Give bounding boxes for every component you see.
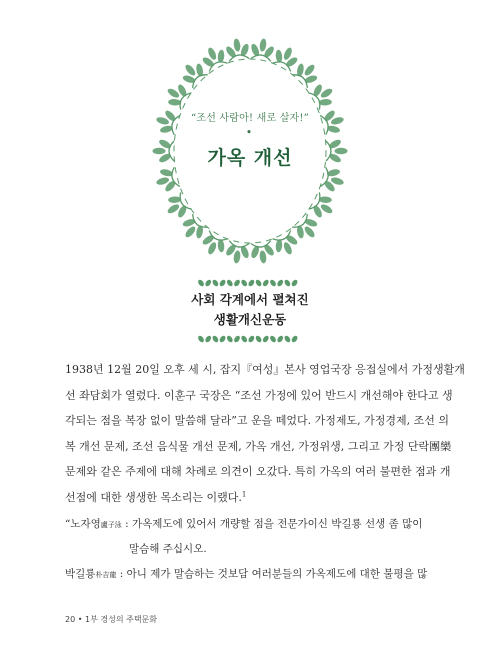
dialogue-row (65, 566, 440, 581)
section-ornament-top (197, 278, 303, 288)
speaker-hanja: 盧子泳 (100, 521, 122, 529)
body-line: 문제와 같은 주제에 대해 차례로 의견이 오갔다. 특히 가옥의 여러 불편한 점과 개 (65, 465, 451, 479)
divider-leaf (247, 335, 255, 344)
part-title: 1부 경성의 주택문화 (85, 615, 157, 624)
divider-leaf (255, 279, 263, 288)
section-title-line2: 생활개신운동 (213, 312, 287, 327)
chapter-kicker: “조선 사람아! 새로 살자!” (191, 113, 309, 124)
wreath-leaf (233, 38, 241, 52)
wreath-leaf (275, 49, 283, 63)
divider-leaf (291, 335, 299, 344)
wreath-leaf-cluster (161, 190, 193, 224)
divider-leaf (240, 279, 248, 288)
page-footer (65, 614, 157, 625)
divider-leaf (211, 279, 219, 288)
divider-leaf (269, 335, 277, 344)
divider-leaf (226, 335, 234, 344)
wreath-leaf (319, 99, 332, 106)
divider-leaf (219, 335, 227, 344)
divider-leaf (204, 335, 212, 344)
wreath-leaf (303, 225, 316, 239)
wreath-leaf (217, 239, 225, 253)
section-title-line1: 사회 각계에서 펼쳐진 (191, 292, 309, 307)
divider-leaf (283, 279, 291, 288)
divider-leaf (226, 279, 234, 288)
wreath-leaf (184, 225, 197, 239)
wreath-leaf-cluster (270, 42, 303, 72)
body-line: 각되는 점을 복장 없이 말씀해 달라”고 운을 떼었다. 가정제도, 가정경제, 조선 의 (65, 414, 449, 428)
wreath-leaf-cluster (307, 79, 339, 113)
page-number: 20 (65, 615, 76, 624)
divider-leaf (276, 335, 284, 344)
divider-leaf (197, 279, 205, 288)
divider-leaf (269, 279, 277, 288)
wreath-leaf-cluster (248, 240, 277, 265)
wreath-leaf (233, 250, 241, 264)
divider-leaf (211, 335, 219, 344)
wreath-leaf-cluster (270, 229, 303, 259)
wreath-leaf (217, 49, 225, 63)
speaker-name: “노자영 (65, 518, 101, 530)
wreath-leaf (259, 38, 267, 52)
body-line: 선점에 대한 생생한 목소리는 이랬다. (65, 490, 242, 504)
divider-leaf (291, 279, 299, 288)
divider-leaf (247, 279, 255, 288)
dialogue-continuation: 말슴해 주십시오. (129, 543, 207, 555)
body-line-last (65, 485, 440, 511)
footnote-mark: 1 (241, 490, 247, 499)
divider-leaf (233, 335, 241, 344)
divider-leaf (262, 279, 270, 288)
dialogue-text: : 가옥제도에 있어서 개량할 점을 전문가이신 박길룡 선생 좀 많이 (121, 518, 423, 530)
chapter-bullet: • (245, 126, 253, 139)
divider-leaf (283, 335, 291, 344)
wreath-leaf-cluster (198, 229, 231, 259)
dialogue-row (65, 516, 440, 531)
wreath-leaf-cluster (223, 240, 252, 265)
wreath-leaf-cluster (161, 79, 193, 113)
body-line: 선 좌담회가 열렸다. 이훈구 국장은 “조선 가정에 있어 반드시 개선해야 한다고 생 (65, 388, 453, 402)
divider-leaf (240, 335, 248, 344)
body-line: 1938년 12월 20일 오후 세 시, 잡지『여성』본사 영업국장 응접실에서 가정생활개 (65, 363, 465, 376)
footer-separator: • (77, 615, 83, 624)
divider-leaf (233, 279, 241, 288)
wreath-leaf (319, 196, 332, 203)
dialogue-text: : 아니 제가 말슴하는 것보담 여러분들의 가옥제도에 대한 불평을 많 (116, 568, 428, 580)
speaker-name: 박길룡 (65, 568, 96, 580)
divider-leaf (197, 335, 205, 344)
speaker-hanja: 朴吉龍 (95, 571, 117, 579)
wreath-leaf-cluster (198, 42, 231, 72)
wreath-leaf-cluster (248, 37, 277, 62)
section-ornament-bottom (197, 334, 303, 344)
chapter-title: 가옥 개선 (207, 147, 293, 169)
divider-leaf (219, 279, 227, 288)
wreath-leaf (184, 63, 197, 77)
divider-leaf (204, 279, 212, 288)
wreath-leaf (259, 250, 267, 264)
divider-leaf (276, 279, 284, 288)
divider-leaf (255, 335, 263, 344)
vine-divider-icon (197, 334, 303, 344)
wreath-leaf (303, 63, 316, 77)
wreath-leaf (168, 196, 181, 203)
wreath-leaf-cluster (307, 190, 339, 224)
body-paragraph (65, 357, 465, 511)
wreath-leaf (168, 99, 181, 106)
vine-divider-icon (197, 278, 303, 288)
wreath-leaf-cluster (223, 37, 252, 62)
divider-leaf (262, 335, 270, 344)
body-line: 복 개선 문제, 조선 음식물 개선 문제, 가옥 개선, 가정위생, 그리고 가정 단락團欒 (65, 439, 452, 453)
wreath-leaf (275, 239, 283, 253)
